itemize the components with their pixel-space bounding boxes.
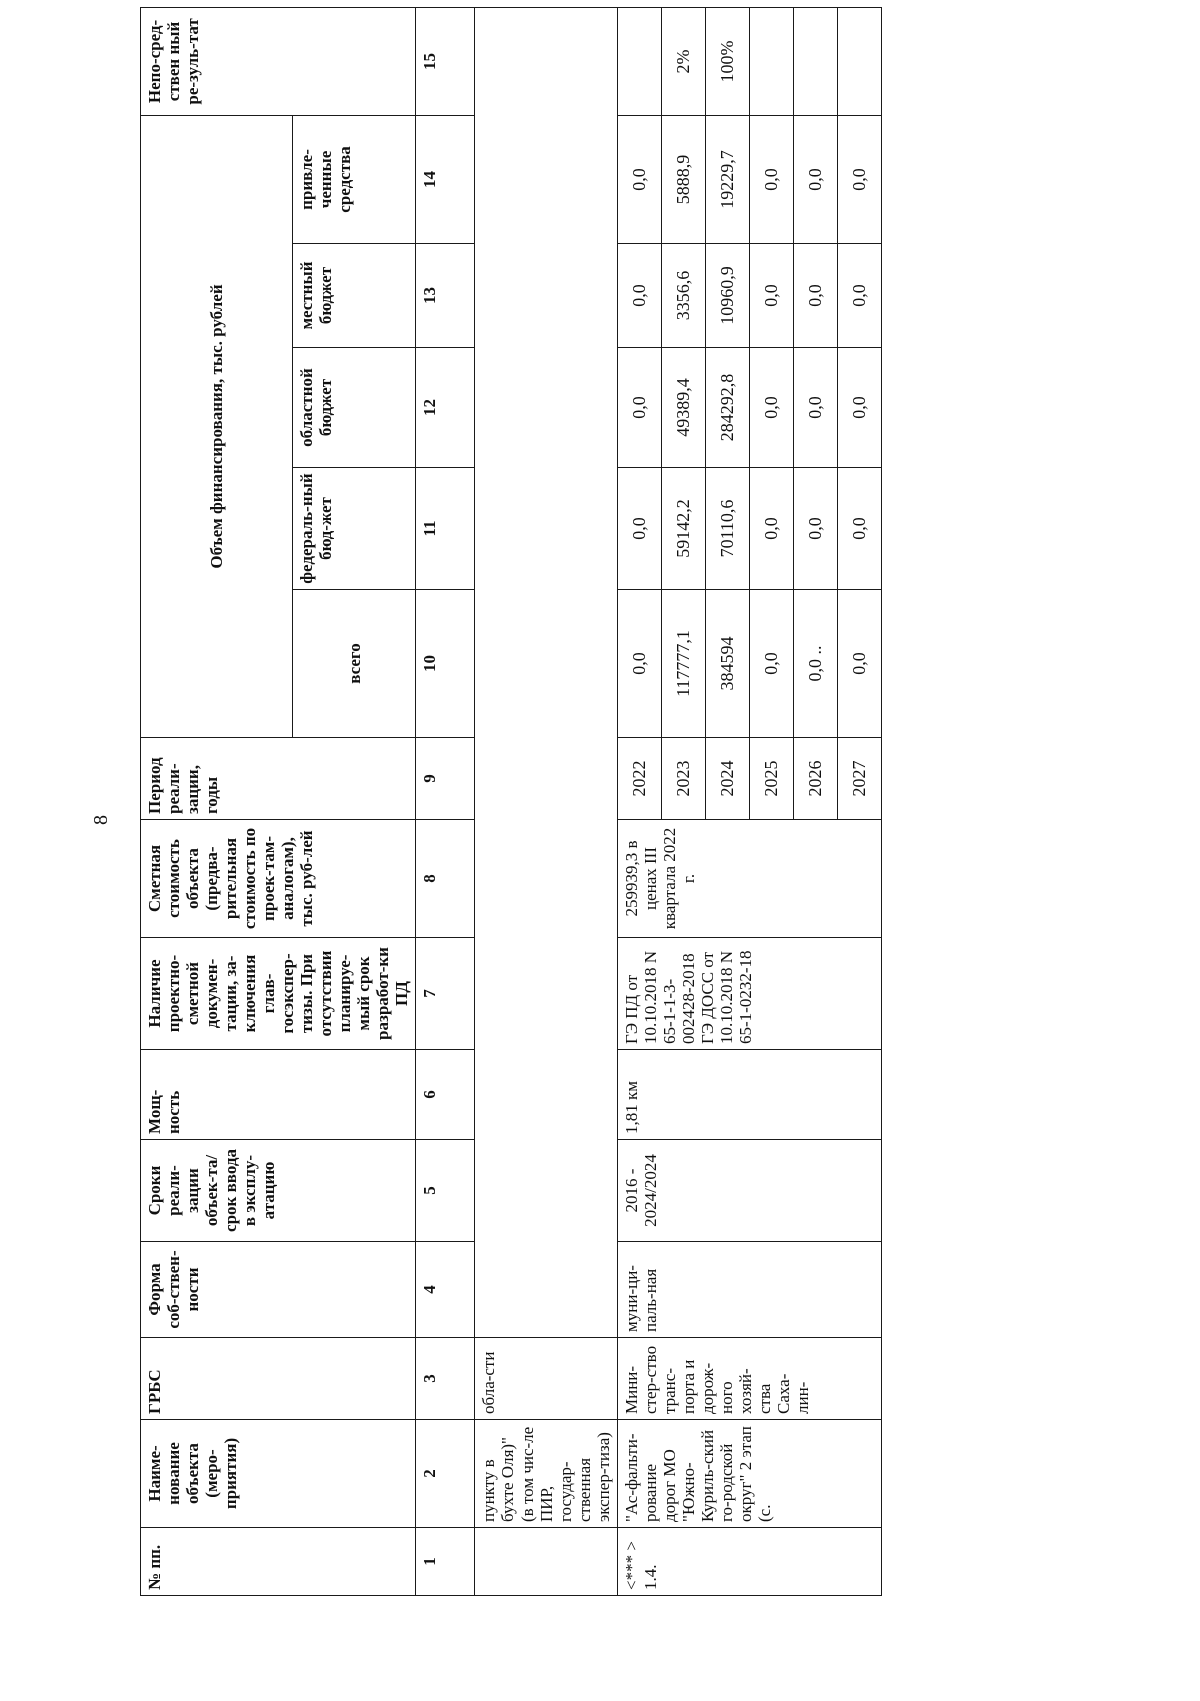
page-number: 8 bbox=[90, 815, 112, 825]
item-terms: 2016 - 2024/2024 bbox=[617, 1140, 881, 1242]
header-ownership: Форма соб-ствен-ности bbox=[141, 1242, 416, 1338]
col-num-5: 5 bbox=[416, 1140, 475, 1242]
local-cell: 0,0 bbox=[749, 244, 793, 348]
header-attracted: привле-ченные средства bbox=[293, 115, 416, 243]
result-cell: 100% bbox=[705, 7, 749, 115]
col-num-6: 6 bbox=[416, 1050, 475, 1140]
federal-cell: 0,0 bbox=[837, 468, 881, 590]
header-result: Непо-сред-ствен ный ре-зуль-тат bbox=[141, 7, 416, 115]
attracted-cell: 19229,7 bbox=[705, 115, 749, 243]
attracted-cell: 0,0 bbox=[749, 115, 793, 243]
cont-grbs: обла-сти bbox=[475, 1338, 617, 1420]
financing-table bbox=[140, 7, 882, 1596]
local-cell: 0,0 bbox=[837, 244, 881, 348]
col-num-13: 13 bbox=[416, 244, 475, 348]
year-cell: 2022 bbox=[617, 738, 661, 820]
header-name: Наиме-нование объекта (меро-приятия) bbox=[141, 1420, 416, 1528]
col-num-15: 15 bbox=[416, 7, 475, 115]
item-psd: ГЭ ПД от 10.10.2018 N 65-1-1-3-002428-2018 ГЭ ДОСС от 10.10.2018 N 65-1-0232-18 bbox=[617, 938, 881, 1050]
header-period: Период реали-зации, годы bbox=[141, 738, 416, 820]
header-terms: Сроки реали-зации объек-та/срок ввода в эксплу-атацию bbox=[141, 1140, 416, 1242]
rotated-sheet bbox=[140, 18, 1020, 1596]
result-cell bbox=[793, 7, 837, 115]
col-num-2: 2 bbox=[416, 1420, 475, 1528]
header-federal: федераль-ный бюд-жет bbox=[293, 468, 416, 590]
regional-cell: 0,0 bbox=[793, 348, 837, 468]
attracted-cell: 0,0 bbox=[793, 115, 837, 243]
col-num-10: 10 bbox=[416, 590, 475, 738]
year-cell: 2026 bbox=[793, 738, 837, 820]
federal-cell: 0,0 bbox=[749, 468, 793, 590]
regional-cell: 0,0 bbox=[837, 348, 881, 468]
attracted-cell: 0,0 bbox=[837, 115, 881, 243]
result-cell: 2% bbox=[661, 7, 705, 115]
header-capacity: Мощ-ность bbox=[141, 1050, 416, 1140]
total-cell: 0,0 bbox=[617, 590, 661, 738]
cont-num bbox=[475, 1528, 617, 1596]
year-cell: 2027 bbox=[837, 738, 881, 820]
col-num-7: 7 bbox=[416, 938, 475, 1050]
header-local: местный бюджет bbox=[293, 244, 416, 348]
federal-cell: 0,0 bbox=[793, 468, 837, 590]
year-cell: 2023 bbox=[661, 738, 705, 820]
header-num: № пп. bbox=[141, 1528, 416, 1596]
total-cell: 0,0 bbox=[837, 590, 881, 738]
year-cell: 2024 bbox=[705, 738, 749, 820]
column-numbers-row bbox=[416, 7, 475, 1595]
header-grbs: ГРБС bbox=[141, 1338, 416, 1420]
local-cell: 0,0 bbox=[617, 244, 661, 348]
federal-cell: 0,0 bbox=[617, 468, 661, 590]
total-cell: 0,0 .. bbox=[793, 590, 837, 738]
col-num-11: 11 bbox=[416, 468, 475, 590]
cont-name: пункту в бухте Оля)" (в том чис-ле ПИР, государ-ственная экспер-тиза) bbox=[475, 1420, 617, 1528]
continuation-row bbox=[475, 7, 617, 1595]
header-estimate: Сметная стоимость объекта (предва-рительная стоимость по проек-там-аналогам), тыс. руб-лей bbox=[141, 820, 416, 938]
local-cell: 0,0 bbox=[793, 244, 837, 348]
col-num-9: 9 bbox=[416, 738, 475, 820]
result-cell bbox=[749, 7, 793, 115]
regional-cell: 49389,4 bbox=[661, 348, 705, 468]
col-num-3: 3 bbox=[416, 1338, 475, 1420]
regional-cell: 0,0 bbox=[749, 348, 793, 468]
regional-cell: 0,0 bbox=[617, 348, 661, 468]
header-psd: Наличие проектно-сметной докумен-тации, за-ключения глав-госэкспер-тизы. При отсутствии планируе-мый срок разработ-ки ПД bbox=[141, 938, 416, 1050]
item-estimate: 259939,3 в ценах III квартала 2022 г. bbox=[617, 820, 881, 938]
attracted-cell: 5888,9 bbox=[661, 115, 705, 243]
item-name: "Ас-фальти-рование дорог МО "Южно-Куриль-ский го-родской округ" 2 этап (с. bbox=[617, 1420, 881, 1528]
local-cell: 10960,9 bbox=[705, 244, 749, 348]
item-ownership: муни-ци-паль-ная bbox=[617, 1242, 881, 1338]
result-cell bbox=[617, 7, 661, 115]
header-row-1 bbox=[141, 7, 293, 1595]
year-cell: 2025 bbox=[749, 738, 793, 820]
col-num-1: 1 bbox=[416, 1528, 475, 1596]
col-num-8: 8 bbox=[416, 820, 475, 938]
attracted-cell: 0,0 bbox=[617, 115, 661, 243]
col-num-12: 12 bbox=[416, 348, 475, 468]
federal-cell: 70110,6 bbox=[705, 468, 749, 590]
col-num-14: 14 bbox=[416, 115, 475, 243]
item-row-2022 bbox=[617, 7, 661, 1595]
result-cell bbox=[837, 7, 881, 115]
total-cell: 0,0 bbox=[749, 590, 793, 738]
federal-cell: 59142,2 bbox=[661, 468, 705, 590]
col-num-4: 4 bbox=[416, 1242, 475, 1338]
item-grbs: Мини-стер-ство транс-порта и дорож-ного хозяй-ства Саха-лин- bbox=[617, 1338, 881, 1420]
item-capacity: 1,81 км bbox=[617, 1050, 881, 1140]
total-cell: 384594 bbox=[705, 590, 749, 738]
regional-cell: 284292,8 bbox=[705, 348, 749, 468]
local-cell: 3356,6 bbox=[661, 244, 705, 348]
total-cell: 117777,1 bbox=[661, 590, 705, 738]
header-total: всего bbox=[293, 590, 416, 738]
header-regional: областной бюджет bbox=[293, 348, 416, 468]
item-num: <*** > 1.4. bbox=[617, 1528, 881, 1596]
header-financing: Объем финансирования, тыс. рублей bbox=[141, 115, 293, 737]
cont-empty bbox=[475, 7, 617, 1337]
